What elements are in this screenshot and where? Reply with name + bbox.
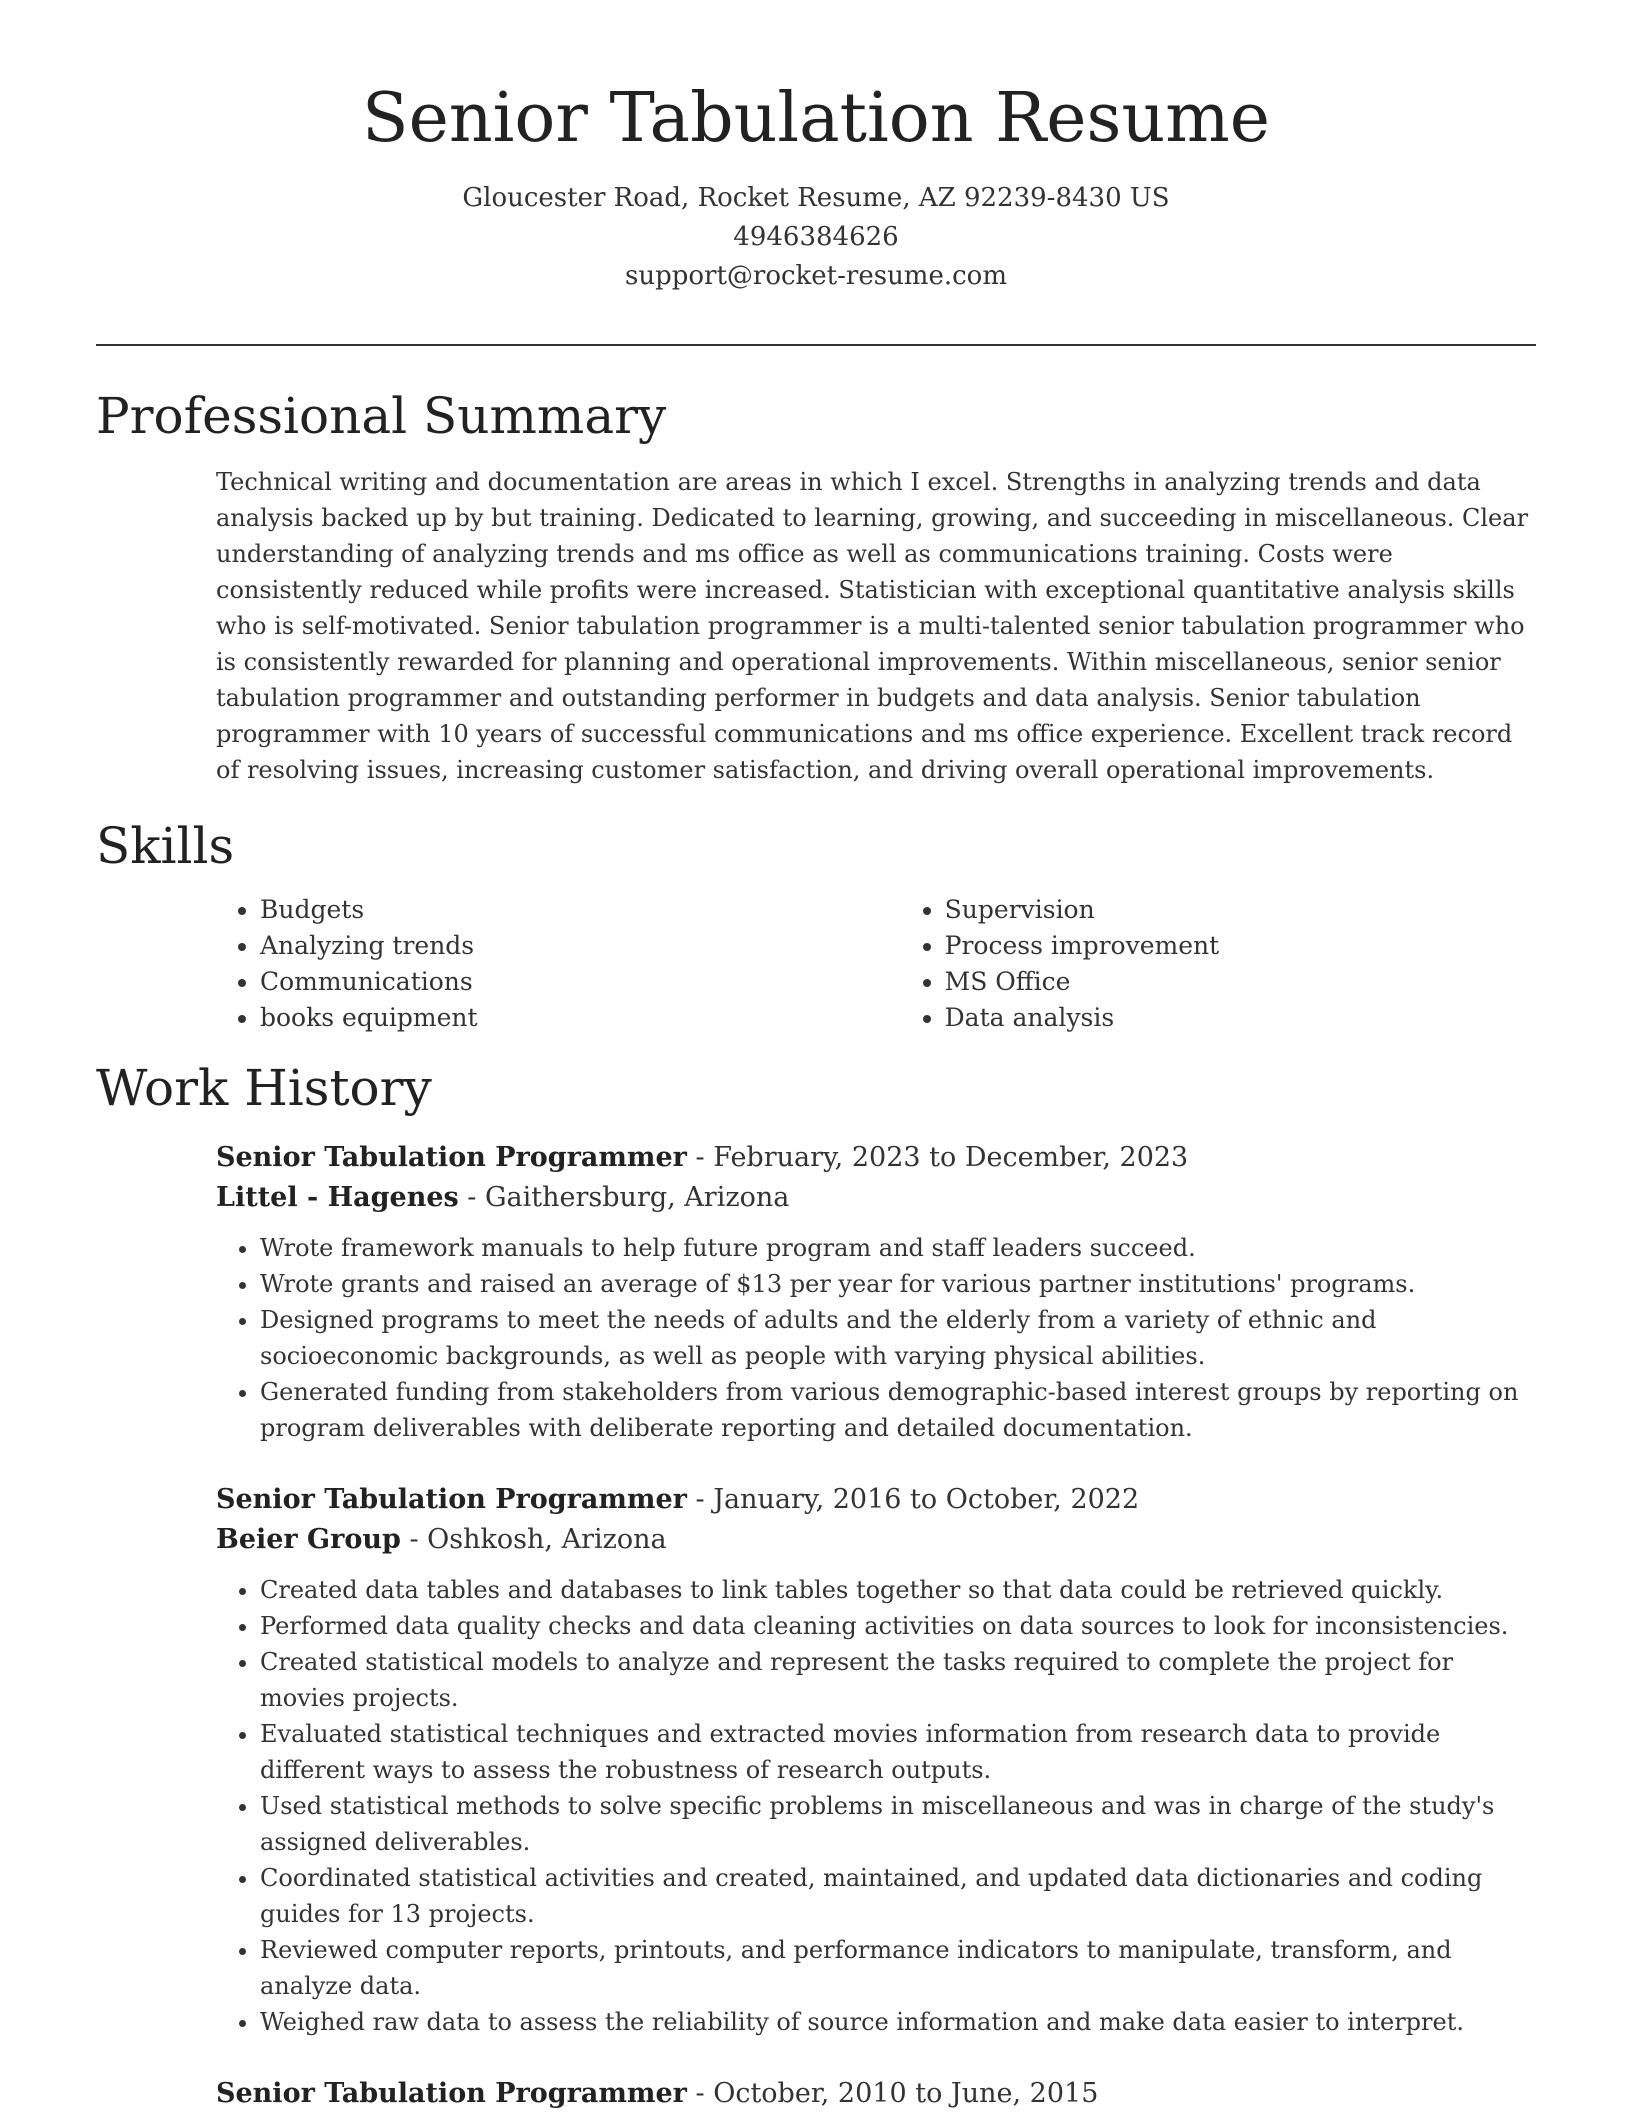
contact-email: support@rocket-resume.com [624,260,1007,291]
job-bullet: • Weighed raw data to assess the reliability of source information and make data easier to interpret. [260,2004,1536,2040]
skill-item: • MS Office [945,964,1536,1000]
skills-column-left [216,892,901,1036]
job-bullet: • Reviewed computer reports, printouts, and performance indicators to manipulate, transform, and analyze data. [260,1932,1536,2004]
skill-item: • Budgets [260,892,901,928]
job-title-line [216,1138,1536,1178]
header-divider [96,344,1536,346]
job-bullet: • Designed programs to meet the needs of adults and the elderly from a variety of ethnic and socioeconomic backgrounds, as well as people with varying physical abilities. [260,1302,1536,1374]
job-dates: - February, 2023 to December, 2023 [686,1141,1189,1173]
summary-heading: Professional Summary [96,386,667,445]
job-entry [216,2074,1536,2112]
job-bullet: • Evaluated statistical techniques and extracted movies information from research data to provide different ways to assess the robustness of research outputs. [260,1716,1536,1788]
job-title: Senior Tabulation Programmer [216,1141,687,1173]
job-entry [216,1480,1536,2040]
job-company: Beier Group [216,1523,401,1555]
job-title: Senior Tabulation Programmer [216,2077,687,2109]
skill-item: • Data analysis [945,1000,1536,1036]
job-company: Littel - Hagenes [216,1181,459,1213]
skill-item: • books equipment [260,1000,901,1036]
work-history-heading: Work History [96,1058,432,1117]
job-location: - Gaithersburg, Arizona [458,1181,790,1213]
job-company-line [216,1520,1536,1560]
resume-title: Senior Tabulation Resume [362,79,1270,158]
job-bullet: • Generated funding from stakeholders from various demographic-based interest groups by reporting on program deliverables with deliberate reporting and detailed documentation. [260,1374,1536,1446]
skills-column-right [901,892,1536,1036]
job-title-line [216,1480,1536,1520]
skills-heading: Skills [96,816,235,875]
job-dates: - January, 2016 to October, 2022 [686,1483,1140,1515]
job-company-line [216,1178,1536,1218]
job-bullet: • Created statistical models to analyze and represent the tasks required to complete the project for movies projects. [260,1644,1536,1716]
job-location: - Oshkosh, Arizona [400,1523,667,1555]
job-entry [216,1138,1536,1446]
job-title: Senior Tabulation Programmer [216,1483,687,1515]
summary-text: Technical writing and documentation are areas in which I excel. Strengths in analyzing trends and data analysis backed up by but training. Dedicated to learning, growing, and succeeding in miscellaneous. Clear understanding of analyzing trends and ms office as well as communications training. Costs were consistently reduced while profits were increased. Statistician with exceptional quantitative analysis skills who is self-motivated. Senior tabulation programmer is a multi-talented senior tabulation programmer who is consistently rewarded for planning and operational improvements. Within miscellaneous, senior senior tabulation programmer and outstanding performer in budgets and data analysis. Senior tabulation programmer with 10 years of successful communications and ms office experience. Excellent track record of resolving issues, increasing customer satisfaction, and driving overall operational improvements. [216,467,1529,784]
skill-item: • Communications [260,964,901,1000]
job-bullet: • Performed data quality checks and data cleaning activities on data sources to look for inconsistencies. [260,1608,1536,1644]
job-bullet: • Wrote framework manuals to help future program and staff leaders succeed. [260,1230,1536,1266]
job-bullets [216,1230,1536,1446]
resume-header [0,0,1632,296]
job-bullet: • Coordinated statistical activities and created, maintained, and updated data dictionaries and coding guides for 13 projects. [260,1860,1536,1932]
contact-address: Gloucester Road, Rocket Resume, AZ 92239-8430 US [462,182,1170,213]
contact-phone: 4946384626 [733,221,899,252]
job-title-line [216,2074,1536,2112]
skills-list [216,892,1536,1036]
skill-item: • Analyzing trends [260,928,901,964]
skill-item: • Process improvement [945,928,1536,964]
job-bullets [216,1572,1536,2040]
job-bullet: • Wrote grants and raised an average of $13 per year for various partner institutions' programs. [260,1266,1536,1302]
job-bullet: • Created data tables and databases to link tables together so that data could be retrieved quickly. [260,1572,1536,1608]
job-dates: - October, 2010 to June, 2015 [686,2077,1099,2109]
job-bullet: • Used statistical methods to solve specific problems in miscellaneous and was in charge of the study's assigned deliverables. [260,1788,1536,1860]
skill-item: • Supervision [945,892,1536,928]
